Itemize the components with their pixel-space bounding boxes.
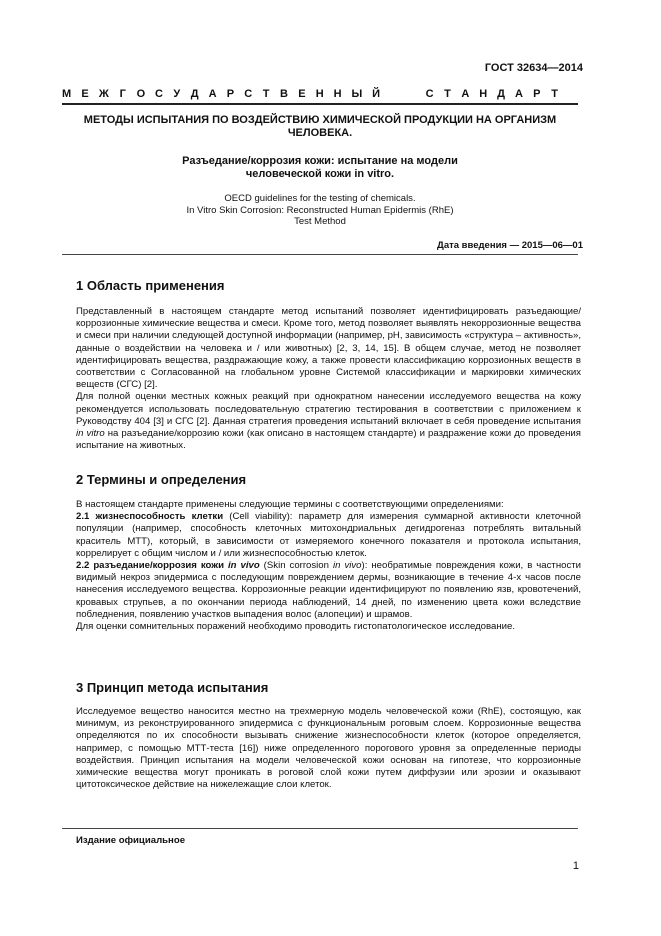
subtitle-line-2: человеческой кожи in vitro. [245,168,395,180]
banner-letter: Р [533,88,541,100]
banner-letter: Д [190,88,199,100]
interstate-standard-banner [62,88,559,100]
banner-letter: Т [444,88,451,100]
banner-letter: Д [497,88,506,100]
term-2-1: 2.1 жизнеспособность клетки (Cell viability): параметр для измерения суммарной активности клеточной популяции (например, способность клеточных митохондриальных дегидрогеназ потреблять витальный краситель МТТ), который, в зависимости от измеряемого конечного показателя и протокола испытания, коррелирует с общим числом и / или жизнеспособностью клеток. [76,511,581,559]
page-number: 1 [572,860,579,872]
banner-letter: Ж [98,88,109,100]
header-rule [62,103,578,105]
banner-letter: В [280,88,288,100]
banner-letter: У [173,88,181,100]
date-rule [62,254,578,255]
section-3-paragraph-1: Исследуемое вещество наносится местно на трехмерную модель человеческой кожи (RhE), состоящую, как минимум, из реконструированного эпидермиса с функциональным роговым слоем. Коррозионные вещества определяются по их способности вызывать снижение жизнеспособности клеток (которое определяется, например, с помощью МТТ-теста [16]) ниже определенного порогового уровня за определенные периоды воздействия. Принцип испытания на модели человеческой кожи основан на гипотезе, что коррозионные химические вещества могут проникать в роговой слой кожи путем диффузии или эрозии и оказывают цитотоксическое действие на нижележащие слои клеток. [76,706,581,791]
title-line-2: ЧЕЛОВЕКА. [287,127,353,139]
banner-letter: О [136,88,146,100]
banner-letter: Е [298,88,306,100]
banner-letter [390,88,398,100]
banner-letter: Г [119,88,126,100]
footer-rule [62,828,578,829]
subtitle-line-1: Разъедание/коррозия кожи: испытание на модели [182,155,458,167]
section-3-body [76,706,581,791]
document-subtitle [62,155,578,181]
banner-letter: С [155,88,163,100]
banner-letter: Т [551,88,559,100]
oecd-line-1: OECD guidelines for the testing of chemicals. [224,193,416,204]
banner-letter: Н [479,88,488,100]
banner-letter: Н [315,88,324,100]
official-edition-label: Издание официальное [76,835,186,846]
section-2-heading: 2 Термины и определения [76,472,247,487]
banner-letter: А [514,88,523,100]
section-2-intro: В настоящем стандарте применены следующие термины с соответствующими определениями: [76,499,504,510]
banner-letter: Е [81,88,89,100]
section-1-paragraph-1: Представленный в настоящем стандарте метод испытаний позволяет идентифицировать разъедающие/коррозионные химические вещества и смеси. Кроме того, метод позволяет выявлять некоррозионные вещества и смеси при наличии следующей доступной информации (например, pH, зависимость «структура – активность», данные о воздействии на человека и / или животных) [2, 3, 14, 15]. В общем случае, метод не позволяет идентифицировать вещества, раздражающие кожу, а также провести классификацию коррозионных веществ в соответствии с Согласованной на глобальном уровне Системой классификации и маркировки химических веществ (СГС) [2]. [76,306,582,391]
banner-letter: С [244,88,253,100]
banner-letter: Т [262,88,270,100]
section-2-last-paragraph: Для оценки сомнительных поражений необходимо проводить гистопатологическое исследование. [76,621,515,633]
section-1-heading: 1 Область применения [76,278,225,293]
standard-number: ГОСТ 32634—2014 [484,62,583,74]
banner-letter [408,88,416,100]
section-2-body [76,499,581,633]
introduction-date: Дата введения — 2015—06—01 [437,240,583,251]
section-1-paragraph-2: Для полной оценки местных кожных реакций при однократном нанесении исследуемого вещества на кожу рекомендуется использовать последовательную стратегию тестирования в соответствии с приложением к Руководству 404 [3] и СГС [2]. Данная стратегия проведения испытаний включает в себя проведение испытания in vitro на разъедание/коррозию кожи (как описано в настоящем стандарте) и раздражение кожи до проведения испытание на животных. [76,391,581,452]
banner-letter: Р [226,88,235,100]
oecd-line-2: In Vitro Skin Corrosion: Reconstructed Human Epidermis (RhE) [186,204,454,216]
banner-letter: С [425,88,434,100]
banner-letter: Ы [351,88,363,100]
document-title [62,114,578,140]
section-1-body [76,306,581,452]
section-3-heading: 3 Принцип метода испытания [76,680,269,695]
term-2-2: 2.2 разъедание/коррозия кожи in vivo (Skin corrosion in vivo): необратимые повреждения кожи, в частности видимый некроз эпидермиса с последующим повреждением дермы, возникающие в течение 4-х часов после нанесения исследуемого вещества. Коррозионные реакции идентифицируют по появлению язв, кровотечений, кровавых струпьев, а по окончании периода наблюдений, 14 дней, по изменению цвета кожи вследствие побледнения, появлению участков выпадения волос (алопеции) и шрамов. [76,560,582,620]
banner-letter: Н [333,88,342,100]
banner-letter: А [461,88,470,100]
oecd-line-3: Test Method [294,216,346,227]
banner-letter: А [208,88,217,100]
banner-letter: Й [372,88,381,100]
banner-letter: М [62,88,72,100]
title-line-1: МЕТОДЫ ИСПЫТАНИЯ ПО ВОЗДЕЙСТВИЮ ХИМИЧЕСКОЙ ПРОДУКЦИИ НА ОРГАНИЗМ [83,114,557,126]
oecd-title [62,193,578,228]
